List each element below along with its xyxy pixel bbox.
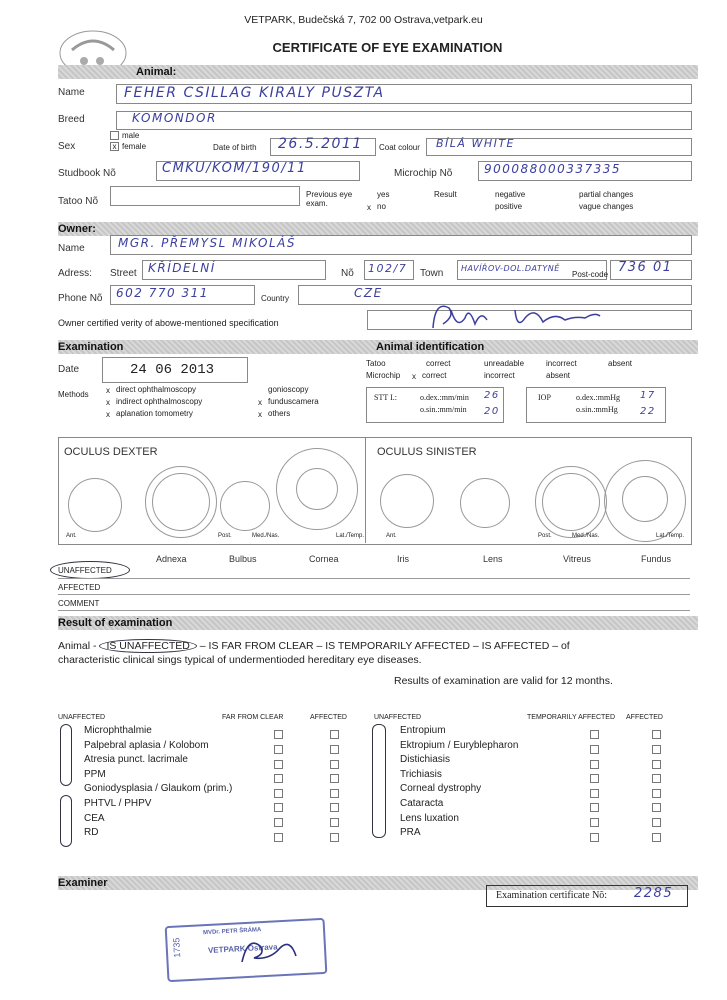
certify-label: Owner certified verity of abowe-mentioned specification — [58, 318, 279, 328]
od-post-label: Post. — [218, 533, 232, 539]
result-partial: partial changes — [579, 190, 634, 199]
result-label: Result — [434, 190, 457, 199]
date-label: Date — [58, 364, 80, 375]
owner-section-title: Owner: — [58, 223, 96, 235]
studbook-label: Studbook Nõ — [58, 168, 116, 179]
coat-value: BÍLÁ WHITE — [436, 137, 516, 150]
os-lens-inner — [542, 473, 600, 531]
examiner-signature — [236, 930, 306, 975]
header-address: VETPARK, Budečská 7, 702 00 Ostrava,vetpark.eu — [244, 14, 483, 26]
result-vague: vague changes — [579, 202, 634, 211]
os-iris-circle — [460, 478, 510, 528]
right-temp-checks — [590, 728, 602, 845]
disease-rd: RD — [84, 827, 99, 839]
method-gonio: gonioscopy — [268, 385, 309, 394]
owner-signature — [425, 298, 605, 343]
result-line-2: characteristic clinical sings typical of undermentioded hereditary eye diseases. — [58, 654, 422, 666]
od-ant-label: Ant. — [66, 533, 77, 539]
method-indirect: x indirect ophthalmoscopy — [106, 397, 203, 408]
result-valid: Results of examination are valid for 12 months. — [394, 675, 613, 687]
tatoo-id-label: Tatoo — [366, 359, 386, 368]
tatoo-unreadable: unreadable — [484, 359, 525, 368]
cert-value: 2285 — [634, 886, 674, 901]
stt-dex-value: 26 — [484, 390, 500, 401]
name-value: FEHER CSILLAG KIRALY PUSZTA — [124, 85, 385, 101]
disease-microphthalmie: Microphthalmie — [84, 725, 152, 736]
od-bulbus-inner — [152, 473, 210, 531]
os-lattemp-label: Lat./Temp. — [656, 533, 685, 539]
os-fundus-circle — [380, 474, 434, 528]
left-bracket-1 — [60, 724, 72, 786]
phone-value: 602 770 311 — [116, 286, 209, 300]
postcode-value: 736 01 — [618, 260, 673, 275]
row-affected: AFFECTED — [58, 583, 101, 592]
methods-label: Methods — [58, 390, 89, 399]
disease-corneal: Corneal dystrophy — [400, 783, 482, 795]
col-adnexa: Adnexa — [156, 554, 187, 564]
oculus-divider — [365, 437, 366, 543]
no-value: 102/7 — [368, 262, 408, 275]
disease-ektropium: Ektropium / Euryblepharon — [400, 739, 519, 751]
stt-label: STT I.: — [374, 393, 397, 402]
iop-label: IOP — [538, 393, 551, 402]
method-tonometry: x aplanation tomometry — [106, 409, 193, 420]
od-mednas-label: Med./Nas. — [252, 533, 280, 539]
left-far-checks — [274, 728, 286, 845]
breed-label: Breed — [58, 114, 85, 125]
phone-label: Phone Nõ — [58, 293, 103, 304]
left-h-unaffected: UNAFFECTED — [58, 714, 106, 721]
col-bulbus: Bulbus — [229, 554, 257, 564]
town-value: HAVÍŘOV-DOL.DATYNĚ — [461, 264, 560, 273]
os-mednas-label: Med./Nas. — [572, 533, 600, 539]
right-bracket — [372, 724, 386, 838]
method-others: x others — [258, 409, 291, 420]
breed-value: KOMONDOR — [132, 111, 217, 125]
dob-value: 26.5.2011 — [278, 136, 363, 152]
left-aff-checks — [330, 728, 342, 845]
iop-sin-label: o.sin.:mmHg — [576, 405, 618, 414]
result-section-title: Result of examination — [58, 617, 173, 629]
owner-band — [58, 222, 698, 236]
prev-exam-label: Previous eye exam. — [306, 190, 353, 208]
cert-label: Examination certificate Nõ: — [496, 890, 608, 901]
row-comment: COMMENT — [58, 599, 100, 608]
result-line-1: Animal - IS UNAFFECTED – IS FAR FROM CLEAR – IS TEMPORARILY AFFECTED – IS AFFECTED – of — [58, 640, 570, 652]
microchip-label: Microchip Nõ — [394, 168, 453, 179]
disease-pra: PRA — [400, 827, 421, 839]
row-line-3 — [58, 610, 690, 611]
os-ant-label: Ant. — [386, 533, 397, 539]
country-label: Country — [261, 294, 290, 303]
microchip-id-label: Microchip — [366, 371, 401, 380]
date-value: 24 06 2013 — [130, 362, 215, 378]
col-iris: Iris — [397, 554, 409, 564]
right-h-affected: AFFECTED — [626, 714, 663, 721]
tatoo-absent: absent — [608, 359, 633, 368]
chip-incorrect: incorrect — [484, 371, 515, 380]
os-eye-inner — [622, 476, 668, 522]
name-label: Name — [58, 87, 85, 98]
od-ant-circle — [68, 478, 122, 532]
chip-correct: x correct — [412, 371, 447, 382]
disease-atresia: Atresia punct. lacrimale — [84, 754, 188, 766]
tatoo-label: Tatoo Nõ — [58, 196, 99, 207]
exam-section-title: Examination — [58, 341, 124, 353]
right-h-temp: TEMPORARILY AFFECTED — [527, 714, 616, 721]
iop-sin-value: 22 — [640, 406, 656, 417]
row-unaffected: UNAFFECTED — [58, 566, 112, 575]
stt-sin-value: 20 — [484, 406, 500, 417]
animal-id-title: Animal identification — [376, 341, 485, 353]
disease-right-list — [400, 724, 600, 841]
disease-phtvl: PHTVL / PHPV — [84, 797, 152, 809]
col-vitreus: Vitreus — [563, 554, 591, 564]
tatoo-correct: correct — [426, 359, 451, 368]
prev-no: x no — [367, 202, 386, 213]
right-aff-checks — [652, 728, 664, 845]
iop-dex-label: o.dex.:mmHg — [576, 393, 620, 402]
left-bracket-2 — [60, 795, 72, 847]
microchip-value: 900088000337335 — [484, 162, 622, 176]
coat-label: Coat colour — [379, 143, 420, 152]
stt-dex-label: o.dex.:mm/min — [420, 393, 469, 402]
disease-distichiasis: Distichiasis — [400, 754, 451, 766]
prev-yes: yes — [377, 190, 390, 199]
no-label: Nõ — [341, 268, 354, 279]
od-fundus-inner — [296, 468, 338, 510]
town-label: Town — [420, 268, 444, 279]
disease-ppm: PPM — [84, 768, 106, 780]
examiner-section-title: Examiner — [58, 877, 108, 889]
sex-male: male — [110, 131, 139, 140]
oculus-dexter-title: OCULUS DEXTER — [64, 446, 158, 458]
owner-name-label: Name — [58, 243, 85, 254]
owner-name-value: MGR. PŘEMYSL MIKOLÁŠ — [118, 236, 296, 250]
result-positive: positive — [495, 202, 523, 211]
col-lens: Lens — [483, 554, 503, 564]
tatoo-incorrect: incorrect — [546, 359, 577, 368]
chip-absent: absent — [546, 371, 571, 380]
disease-cea: CEA — [84, 812, 105, 824]
method-funduscamera: x funduscamera — [258, 397, 319, 408]
page-title: CERTIFICATE OF EYE EXAMINATION — [272, 40, 503, 55]
left-h-far: FAR FROM CLEAR — [222, 714, 284, 721]
disease-trichiasis: Trichiasis — [400, 768, 442, 780]
unaffected-circled: IS UNAFFECTED — [99, 639, 196, 653]
studbook-value: CMKU/KOM/190/11 — [162, 161, 307, 176]
oculus-sinister-title: OCULUS SINISTER — [377, 446, 477, 458]
disease-entropium: Entropium — [400, 725, 446, 736]
tatoo-field — [110, 186, 300, 206]
result-negative: negative — [495, 190, 526, 199]
postcode-label: Post-code — [572, 270, 609, 279]
disease-left-list — [84, 724, 284, 841]
disease-lens-luxation: Lens luxation — [400, 812, 459, 824]
street-value: KŘÍDELNÍ — [148, 261, 216, 275]
col-fundus: Fundus — [641, 554, 672, 564]
disease-kolobom: Palpebral aplasia / Kolobom — [84, 739, 209, 751]
right-h-unaffected: UNAFFECTED — [374, 714, 422, 721]
od-post-circle — [220, 481, 270, 531]
disease-glaukom: Goniodysplasia / Glaukom (prim.) — [84, 783, 233, 795]
street-label: Street — [110, 268, 137, 279]
adress-label: Adress: — [58, 268, 92, 279]
stamp-mid: VETPARK Ostrava — [207, 942, 278, 955]
left-h-affected: AFFECTED — [310, 714, 347, 721]
os-post-label: Post. — [538, 533, 552, 539]
sex-label: Sex — [58, 141, 76, 152]
method-direct: x direct ophthalmoscopy — [106, 385, 197, 396]
dob-label: Date of birth — [213, 143, 257, 152]
stt-sin-label: o.sin.:mm/min — [420, 405, 467, 414]
stamp-top: MVDr. PETR ŠRÁMA — [202, 927, 262, 937]
stamp-number: 1735 — [171, 937, 183, 958]
disease-cataracta: Cataracta — [400, 797, 444, 809]
animal-section-title: Animal: — [136, 66, 177, 78]
sex-female: x female — [110, 142, 146, 151]
country-value: CZE — [354, 286, 383, 300]
row-line-2 — [58, 594, 690, 595]
row-line-1 — [58, 578, 690, 579]
iop-dex-value: 17 — [640, 390, 656, 401]
unaffected-circle-mark — [50, 561, 130, 579]
od-lattemp-label: Lat./Temp. — [336, 533, 365, 539]
col-cornea: Cornea — [309, 554, 339, 564]
